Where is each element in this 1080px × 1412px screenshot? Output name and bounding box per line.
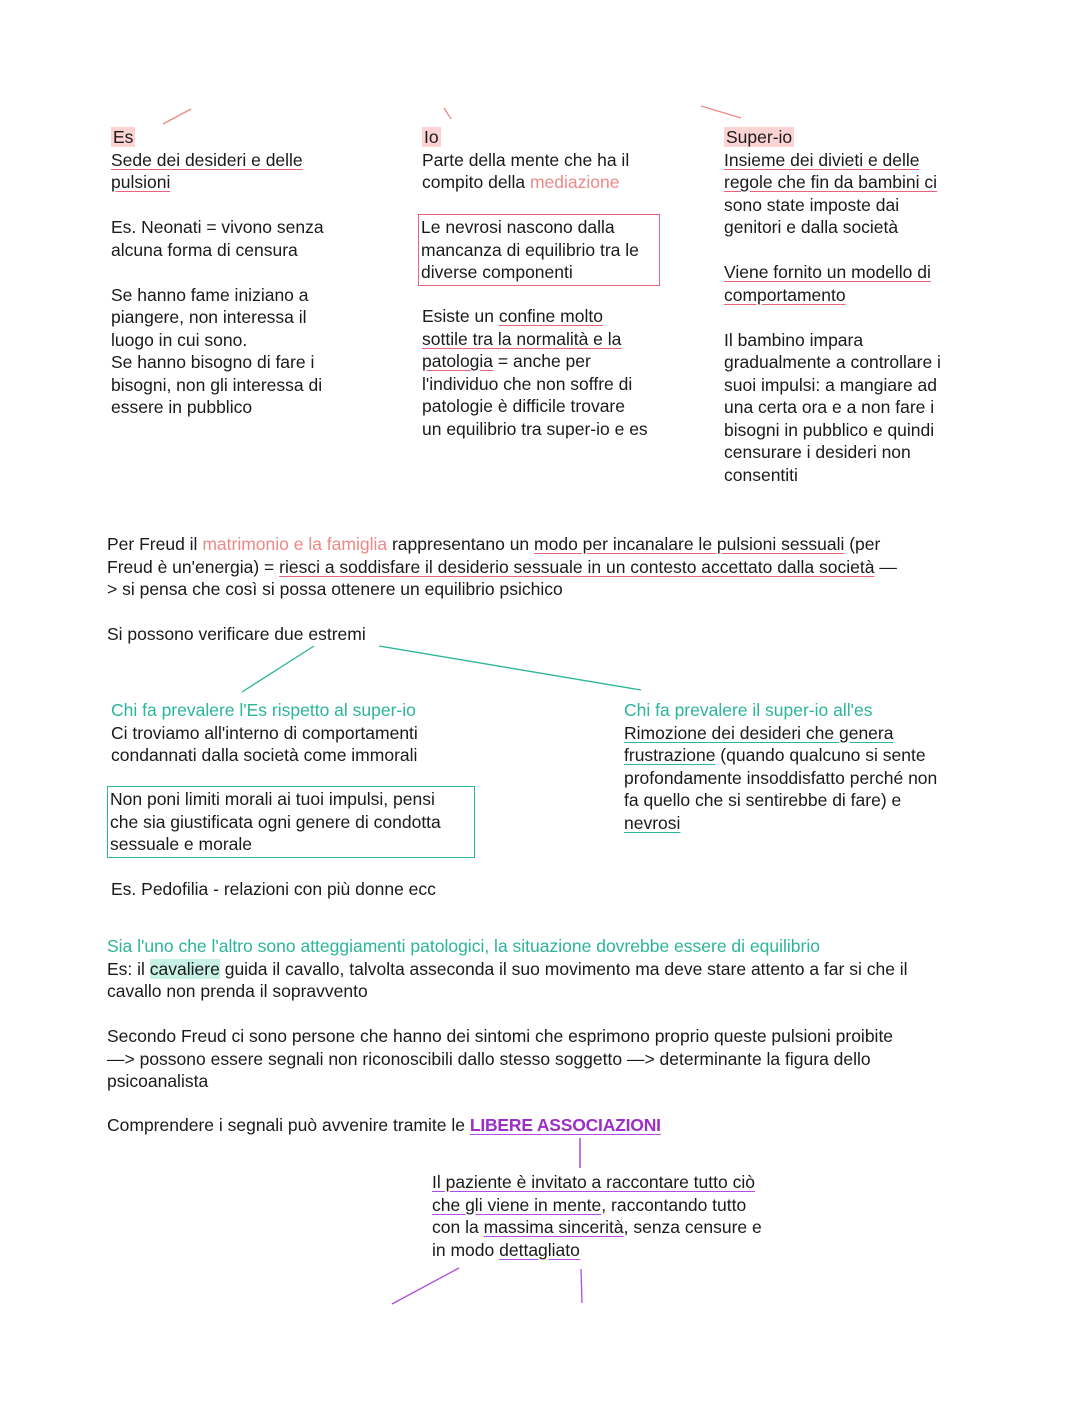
es-paragraph-line: luogo in cui sono. xyxy=(111,329,248,350)
left-box-line: Non poni limiti morali ai tuoi impulsi, pensi xyxy=(110,789,435,809)
viene-in-mente: che gli viene in mente xyxy=(432,1194,602,1215)
left-extreme-title: Chi fa prevalere l'Es rispetto al super-io xyxy=(111,700,416,720)
io-mediazione: mediazione xyxy=(529,172,620,192)
io-confine-line: patologie è difficile trovare xyxy=(422,396,625,416)
io-definition-2: compito della xyxy=(422,172,530,192)
right-extreme-line: profondamente insoddisfatto perché non xyxy=(624,767,938,788)
frustrazione: frustrazione xyxy=(624,745,716,765)
assoc-down-line xyxy=(581,1269,582,1303)
io-box-line: Le nevrosi nascono dalla xyxy=(421,217,615,237)
right-branch-line xyxy=(379,646,641,690)
io-confine-line: l'individuo che non soffre di xyxy=(422,373,633,394)
equilibrio-line-1: Sia l'uno che l'altro sono atteggiamenti patologici, la situazione dovrebbe essere di equilibrio xyxy=(107,936,820,956)
matrimonio-famiglia: matrimonio e la famiglia xyxy=(202,534,388,554)
nevrosi: nevrosi xyxy=(624,812,681,833)
sintomi-line: psicoanalista xyxy=(107,1071,209,1091)
es-title: Es xyxy=(113,127,134,147)
sintomi-line: —> possono essere segnali non riconoscibili dallo stesso soggetto —> determinante la figura dello xyxy=(107,1048,871,1069)
left-box-line: sessuale e morale xyxy=(110,834,253,854)
io-nevrosi-box xyxy=(418,214,660,286)
es-example-1: Es. Neonati = vivono senza xyxy=(111,217,324,237)
io-box-line: mancanza di equilibrio tra le xyxy=(421,239,639,260)
right-extreme-title: Chi fa prevalere il super-io all'es xyxy=(624,700,873,720)
es-paragraph-line: piangere, non interessa il xyxy=(111,307,307,327)
es-example-2: alcuna forma di censura xyxy=(111,239,298,260)
due-estremi: Si possono verificare due estremi xyxy=(107,624,366,644)
left-extreme-example xyxy=(111,878,436,901)
right-extreme-line: fa quello che si sentirebbe di fare) e xyxy=(624,790,902,810)
superio-tick-line xyxy=(701,106,741,118)
sintomi-paragraph xyxy=(107,1025,997,1093)
left-extreme-line: Ci troviamo all'interno di comportamenti xyxy=(111,722,418,743)
pedofilia-example: Es. Pedofilia - relazioni con più donne ecc xyxy=(111,879,436,899)
superio-definition: genitori e dalla società xyxy=(724,217,899,237)
superio-column xyxy=(724,126,941,486)
superio-definition: regole che fin da bambini ci xyxy=(724,172,938,192)
rimozione-desideri: Rimozione dei desideri che genera xyxy=(624,722,894,743)
superio-bambino-line: consentiti xyxy=(724,464,798,485)
associazioni-detail: Il paziente è invitato a raccontare tutto ciò che gli viene in mente, raccontando tutto con la massima sincerità, senza censure e in modo dettagliato xyxy=(432,1172,762,1260)
left-branch-line xyxy=(242,646,314,692)
left-box-line: che sia giustificata ogni genere di condotta xyxy=(110,811,441,832)
es-paragraph-line: Se hanno fame iniziano a xyxy=(111,284,309,305)
superio-modello: comportamento xyxy=(724,284,846,305)
equilibrio-line-3: cavallo non prenda il sopravvento xyxy=(107,981,368,1001)
es-column xyxy=(111,126,324,419)
assoc-left-line xyxy=(392,1268,459,1304)
massima-sincerita: massima sincerità xyxy=(483,1217,624,1237)
equilibrio-paragraph: Sia l'uno che l'altro sono atteggiamenti patologici, la situazione dovrebbe essere di equilibrio Es: il cavaliere guida il cavallo, talvolta asseconda il suo movimento ma deve stare attento a far si che il cavallo non prenda il sopravvento xyxy=(107,935,997,1003)
io-definition-1: Parte della mente che ha il xyxy=(422,149,630,170)
es-paragraph-line: bisogni, non gli interessa di xyxy=(111,374,323,395)
superio-definition: Insieme dei divieti e delle xyxy=(724,149,920,170)
left-extreme-box xyxy=(107,786,475,858)
io-tick-line xyxy=(444,108,451,119)
io-confine-line: un equilibrio tra super-io e es xyxy=(422,418,648,439)
libere-associazioni: LIBERE ASSOCIAZIONI xyxy=(469,1115,661,1135)
io-confine-text: sottile tra la normalità e la xyxy=(422,328,622,349)
left-extreme-line: condannati dalla società come immorali xyxy=(111,745,418,765)
dettagliato: dettagliato xyxy=(499,1239,580,1260)
es-paragraph-line: essere in pubblico xyxy=(111,397,253,417)
io-box-line: diverse componenti xyxy=(421,262,573,282)
io-patologia: patologia xyxy=(422,351,494,371)
io-confine-block: Esiste un confine molto sottile tra la normalità e la patologia = anche per l'individuo che non soffre di patologie è difficile trovare un equilibrio tra super-io e es xyxy=(422,306,648,439)
es-paragraph-line: Se hanno bisogno di fare i xyxy=(111,352,315,372)
left-extreme xyxy=(111,699,418,767)
es-definition-2: pulsioni xyxy=(111,172,171,192)
superio-bambino-line: censurare i desideri non xyxy=(724,442,911,462)
sintomi-line: Secondo Freud ci sono persone che hanno dei sintomi che esprimono proprio queste pulsioni proibite xyxy=(107,1026,894,1046)
associazioni-intro: Comprendere i segnali può avvenire tramite le LIBERE ASSOCIAZIONI xyxy=(107,1115,661,1135)
io-confine-text: confine molto xyxy=(498,306,603,326)
io-column xyxy=(422,126,629,194)
superio-bambino-line: bisogni in pubblico e quindi xyxy=(724,419,935,440)
superio-bambino-line: gradualmente a controllare i xyxy=(724,352,941,372)
superio-bambino-line: Il bambino impara xyxy=(724,329,864,350)
cavaliere: cavaliere xyxy=(149,958,220,979)
freud-equilibrio: > si pensa che così si possa ottenere un equilibrio psichico xyxy=(107,579,563,599)
freud-paragraph: Per Freud il matrimonio e la famiglia rappresentano un modo per incanalare le pulsioni sessuali (per Freud è un'energia) = riesci a soddisfare il desiderio sessuale in un contesto accettato dalla società — > si pensa che così si possa ottenere un equilibrio psichico Si possono verificare due estremi xyxy=(107,533,987,646)
superio-bambino-line: una certa ora e a non fare i xyxy=(724,397,935,417)
paziente-invitato: Il paziente è invitato a raccontare tutto ciò xyxy=(432,1172,755,1192)
soddisfare-desiderio: riesci a soddisfare il desiderio sessuale in un contesto accettato dalla società xyxy=(279,556,875,577)
incanalare-pulsioni: modo per incanalare le pulsioni sessuali xyxy=(534,534,845,554)
superio-bambino-line: suoi impulsi: a mangiare ad xyxy=(724,374,938,395)
superio-title: Super-io xyxy=(726,127,793,147)
superio-modello: Viene fornito un modello di xyxy=(724,262,931,282)
es-tick-line xyxy=(163,109,191,124)
io-title: Io xyxy=(424,127,439,147)
right-extreme: Chi fa prevalere il super-io all'es Rimozione dei desideri che genera frustrazione (quando qualcuno si sente profondamente insoddisfatto perché non fa quello che si sentirebbe di fare) e nevrosi xyxy=(624,700,938,833)
superio-definition: sono state imposte dai xyxy=(724,194,900,215)
es-definition-1: Sede dei desideri e delle xyxy=(111,149,303,170)
